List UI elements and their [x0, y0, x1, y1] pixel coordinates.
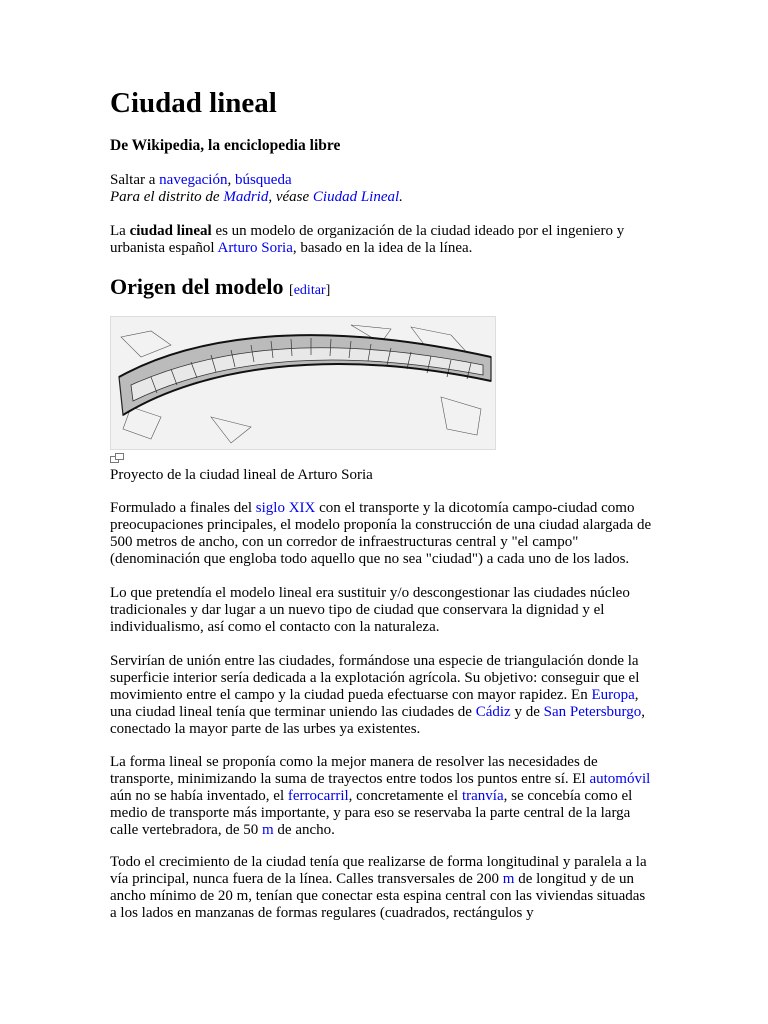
jump-prefix: Saltar a: [110, 172, 160, 188]
para3-text-c: y de: [510, 704, 544, 720]
europa-link[interactable]: Europa: [591, 687, 635, 703]
paragraph-aim: Lo que pretendía el modelo lineal era sustituir y/o descongestionar las ciudades núcleo tradicionales y dar lugar a un nuevo tipo de ciudad que conservara la dignidad y el individualismo, así como el contacto con la naturaleza.: [110, 585, 630, 635]
intro-bold: ciudad lineal: [129, 223, 212, 239]
nav-link[interactable]: navegación: [159, 172, 228, 188]
edit-bracket-open: [: [289, 283, 294, 298]
intro-text-2: es un modelo de organización de la ciudad ideado por el ingeniero y urbanista español: [110, 223, 625, 256]
paragraph-growth: [110, 854, 655, 922]
siglo-xix-link[interactable]: siglo XIX: [255, 500, 316, 516]
figure-caption: Proyecto de la ciudad lineal de Arturo Soria: [110, 467, 373, 483]
jump-links: [110, 172, 655, 206]
hatnote-mid: , véase: [268, 189, 313, 205]
magnify-icon: [110, 453, 124, 463]
arturo-soria-link[interactable]: Arturo Soria: [217, 240, 293, 256]
page-title: Ciudad lineal: [110, 87, 277, 119]
para5-text-a: Todo el crecimiento de la ciudad tenía que realizarse de forma longitudinal y paralela a la vía principal, nunca fuera de la línea. Calles transversales de 200: [110, 854, 647, 887]
edit-link[interactable]: editar: [293, 283, 326, 298]
cadiz-link[interactable]: Cádiz: [475, 704, 511, 720]
para1-text-a: Formulado a finales del: [110, 500, 256, 516]
intro-text-3: , basado en la idea de la línea.: [292, 240, 473, 256]
ferrocarril-link[interactable]: ferrocarril: [287, 788, 349, 804]
para3-text-a: Servirían de unión entre las ciudades, formándose una especie de triangulación donde la superficie interior sería dedicada a la explotación agrícola. Su objetivo: conseguir que el movimiento entre el campo y la ciudad pueda efectuarse con mayor rapidez. En: [110, 653, 640, 703]
para3-text-b: , una ciudad lineal tenía que terminar uniendo las ciudades de: [110, 687, 639, 720]
linear-city-image[interactable]: [110, 316, 496, 450]
search-link[interactable]: búsqueda: [234, 172, 292, 188]
enlarge-icon[interactable]: [110, 451, 124, 461]
para4-text-a: La forma lineal se proponía como la mejor manera de resolver las necesidades de transporte, minimizando la suma de trayectos entre todos los puntos entre sí. El: [110, 754, 598, 787]
section-heading-text: Origen del modelo: [110, 274, 284, 299]
para1-text-b: con el transporte y la dicotomía campo-ciudad como preocupaciones principales, el modelo proponía la construcción de una ciudad alargada de 500 metros de ancho, con un corredor de infraestructuras central y "el campo" (denominación que engloba todo aquello que no sea "ciudad") a cada uno de los lados.: [110, 500, 652, 567]
para5-text-b: de longitud y de un ancho mínimo de 20 m, tenían que conectar esta espina central con las viviendas situadas a los lados en manzanas de formas regulares (cuadrados, rectángulos y: [110, 871, 646, 921]
para4-text-c: , concretamente el: [348, 788, 462, 804]
san-petersburgo-link[interactable]: San Petersburgo: [543, 704, 642, 720]
madrid-link[interactable]: Madrid: [223, 189, 269, 205]
hatnote: [110, 189, 403, 205]
edit-section: [289, 283, 330, 298]
paragraph-linear-form: [110, 754, 655, 839]
edit-bracket-close: ]: [325, 283, 331, 298]
para4-text-d: , se concebía como el medio de transporte más importante, y para eso se reservaba la parte central de la larga calle vertebradora, de 50: [110, 788, 633, 838]
site-subtitle: De Wikipedia, la enciclopedia libre: [110, 137, 341, 154]
jump-separator: ,: [227, 172, 235, 188]
paragraph-origin: [110, 500, 655, 568]
automovil-link[interactable]: automóvil: [589, 771, 651, 787]
hatnote-suffix: .: [399, 189, 403, 205]
hatnote-prefix: Para el distrito de: [110, 189, 224, 205]
metro-link-2[interactable]: m: [502, 871, 515, 887]
metro-link[interactable]: m: [262, 822, 274, 838]
para4-text-e: de ancho.: [273, 822, 335, 838]
para4-text-b: aún no se había inventado, el: [110, 788, 288, 804]
tranvia-link[interactable]: tranvía: [461, 788, 504, 804]
ciudad-lineal-link[interactable]: Ciudad Lineal: [312, 189, 400, 205]
linear-city-drawing: [111, 317, 495, 449]
intro-text-1: La: [110, 223, 130, 239]
intro-paragraph: [110, 223, 655, 257]
paragraph-union: [110, 653, 655, 738]
section-heading: [110, 274, 330, 304]
para3-text-d: , conectado la mayor parte de las urbes ya existentes.: [110, 704, 646, 737]
